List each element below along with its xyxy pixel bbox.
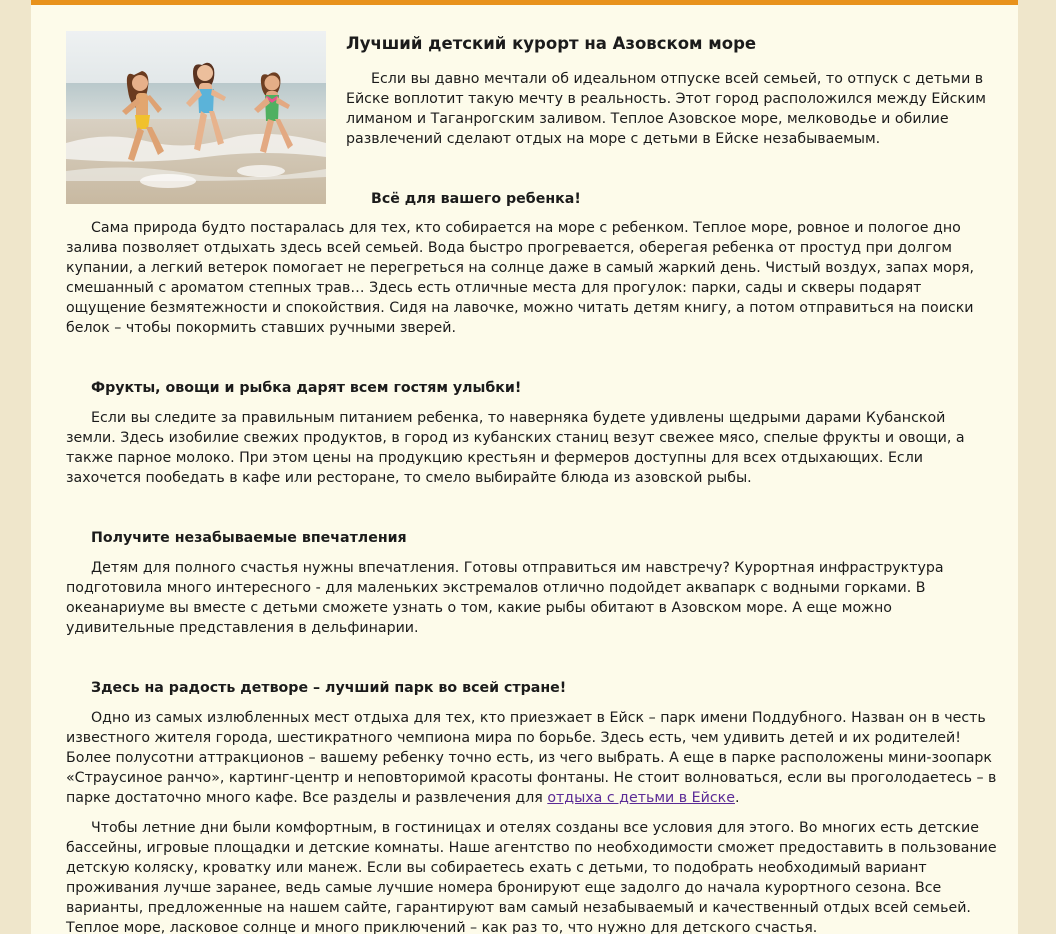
spacer [66, 808, 998, 818]
spacer [66, 398, 998, 408]
spacer [66, 338, 998, 378]
spacer [66, 548, 998, 558]
section-heading-impressions: Получите незабываемые впечатления [91, 530, 407, 546]
beach-kids-photo [66, 31, 326, 204]
intro-paragraph: Если вы давно мечтали об идеальном отпуске всей семьей, то отпуск с детьми в Ейске воплотит такую мечту в реальность. Этот город расположился между Ейским лиманом и Таганрогским заливом. Теплое Азовское море, мелководье и обилие развлечений сделают отдых на море с детьми в Ейске незабываемым. [346, 71, 986, 147]
spacer [66, 698, 998, 708]
section-paragraph-accommodation: Чтобы летние дни были комфортным, в гостиницах и отелях созданы все условия для этого. Во многих есть детские бассейны, игровые площадки и детские комнаты. Наше агентство по необходимости сможет предоставить в пользование детскую коляску, кроватку или манеж. Если вы собираетесь ехать с детьми, то подобрать необходимый вариант проживания лучше заранее, ведь самые лучшие номера бронируют еще задолго до начала курортного сезона. Все варианты, предложенные на нашем сайте, гарантируют вам самый незабываемый и качественный отдых всей семьей. Теплое море, ласковое солнце и много приключений – как раз то, что нужно для детского счастья. [66, 820, 997, 934]
section-paragraph-nature: Сама природа будто постаралась для тех, кто собирается на море с ребенком. Теплое море, ровное и пологое дно залива позволяет отдыхать здесь всей семьей. Вода быстро прогревается, оберегая ребенка от простуд при долгом купании, а легкий ветерок помогает не перегреться на солнце даже в самый жаркий день. Чистый воздух, запах моря, смешанный с ароматом степных трав… Здесь есть отличные места для прогулок: парки, сады и скверы подарят ощущение безмятежности и спокойствия. Сидя на лавочке, можно читать детям книгу, а потом отправиться на поиски белок – чтобы покормить ставших ручными зверей. [66, 220, 975, 336]
section-heading-for-your-child: Всё для вашего ребенка! [371, 191, 581, 207]
section-paragraph-park [66, 708, 998, 808]
article-content [31, 5, 1018, 934]
park-text-end: . [734, 790, 740, 806]
section-heading-park: Здесь на радость детворе – лучший парк во всей стране! [91, 680, 567, 696]
article-title: Лучший детский курорт на Азовском море [346, 34, 757, 53]
section-heading-food: Фрукты, овощи и рыбка дарят всем гостям улыбки! [91, 380, 522, 396]
section-paragraph-impressions: Детям для полного счастья нужны впечатления. Готовы отправиться им навстречу? Курортная инфраструктура подготовила много интересного - для маленьких экстремалов отлично подойдет аквапарк с водными горками. В океанариуме вы вместе с детьми сможете узнать о том, какие рыбы обитают в Азовском море. А еще можно удивительные представления в дельфинарии. [66, 560, 944, 636]
section-paragraph-food: Если вы следите за правильным питанием ребенка, то наверняка будете удивлены щедрыми дарами Кубанской земли. Здесь изобилие свежих продуктов, в город из кубанских станиц везут свежее мясо, спелые фрукты и овощи, а также парное молоко. При этом цены на продукцию крестьян и фермеров доступны для всех отдыхающих. Если захочется пообедать в кафе или ресторане, то смело выбирайте блюда из азовской рыбы. [66, 410, 965, 486]
article-body [66, 218, 998, 934]
spacer [66, 488, 998, 528]
spacer [66, 638, 998, 678]
park-text: Одно из самых излюбленных мест отдыха для тех, кто приезжает в Ейск – парк имени Поддубного. Назван он в честь известного жителя города, шестикратного чемпиона мира по борьбе. Здесь есть, чем удивить детей и их родителей! Более полусотни аттракционов – вашему ребенку точно есть, из чего выбрать. А еще в парке расположены мини-зоопарк «Страусиное ранчо», картинг-центр и неповторимой красоты фонтаны. Не стоит волноваться, если вы проголодаетесь – в парке достаточно много кафе. Все разделы и развлечения для [66, 710, 997, 806]
family-vacation-link[interactable]: отдыха с детьми в Ейске [547, 790, 735, 806]
